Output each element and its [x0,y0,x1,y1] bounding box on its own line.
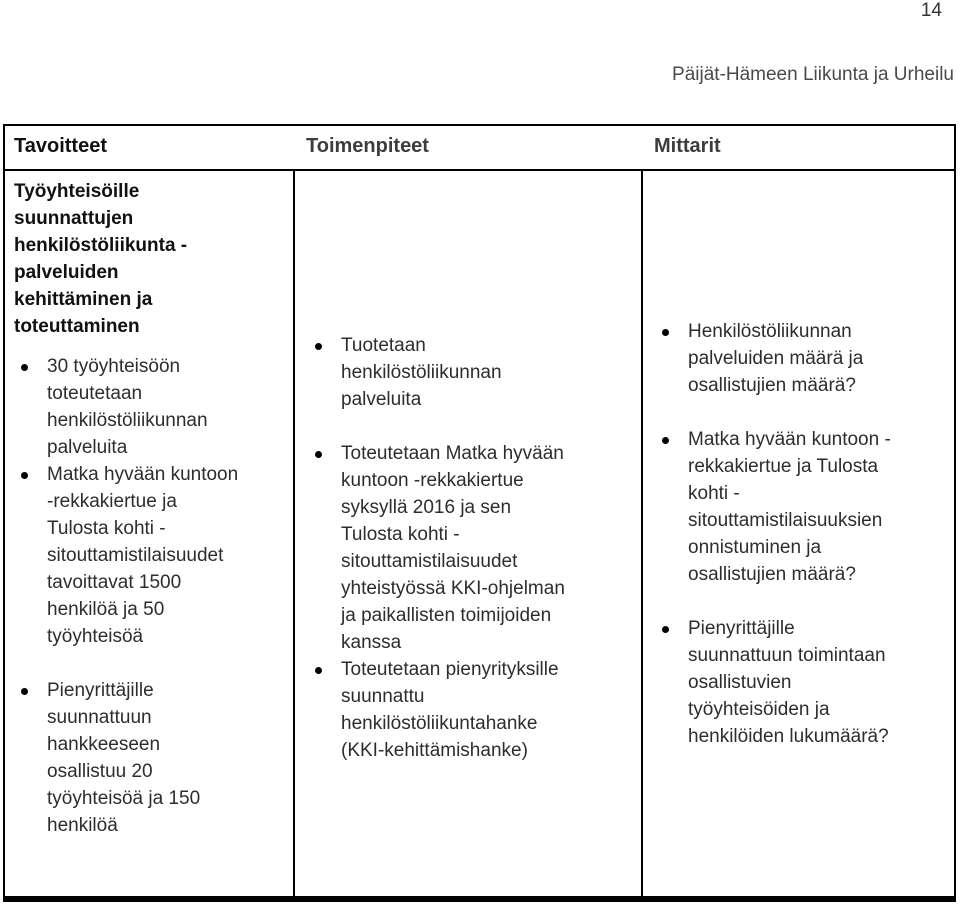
goal-line: Tulosta kohti - [47,518,166,539]
action-line: syksyllä 2016 ja sen [341,497,512,518]
metric-item [655,426,955,588]
goal-line: henkilöä ja 50 [47,599,165,620]
table-header-row [5,126,954,171]
goal-line: Pienyrittäjille [47,680,154,701]
goal-line: henkilöstöliikunnan [47,410,208,431]
metric-line: Matka hyvään kuntoon - [688,429,891,450]
objective-title-line: henkilöstöliikunta - [14,235,188,256]
goals-list [14,353,284,839]
goal-line: henkilöä [47,815,118,836]
action-line: kuntoon -rekkakiertue [341,470,524,491]
metric-line: osallistujien määrä? [688,564,856,585]
metric-line: sitouttamistilaisuuksien [688,510,883,531]
metric-item [655,615,955,750]
goal-line: työyhteisöä [47,626,144,647]
goal-item [14,461,284,650]
objective-title-line: suunnattujen [14,208,134,229]
column-heading-actions: Toimenpiteet [306,135,429,157]
action-line: ja paikallisten toimijoiden [341,605,552,626]
action-line: sitouttamistilaisuudet [341,551,518,572]
metric-line: osallistujien määrä? [688,375,856,396]
goal-line: työyhteisöä ja 150 [47,788,201,809]
goal-line: hankkeeseen [47,734,161,755]
action-line: kanssa [341,632,402,653]
action-line: Toteutetaan Matka hyvään [341,443,564,464]
organization-header: Päijät-Hämeen Liikunta ja Urheilu [672,64,954,85]
objective-title-line: toteuttaminen [14,316,140,337]
goal-item [14,353,284,461]
metric-line: kohti - [688,483,740,504]
action-line: yhteistyössä KKI-ohjelman [341,578,565,599]
action-item [308,440,633,656]
metric-line: onnistuminen ja [688,537,822,558]
goal-line: 30 työyhteisöön [47,356,181,377]
objective-title-line: kehittäminen ja [14,289,153,310]
column-heading-metrics: Mittarit [654,135,721,157]
goal-line: Matka hyvään kuntoon [47,464,239,485]
metrics-list [655,318,955,750]
action-item [308,656,633,764]
metric-line: palveluiden määrä ja [688,348,864,369]
goal-line: palveluita [47,437,128,458]
objective-title-line: palveluiden [14,262,119,283]
metric-line: suunnattuun toimintaan [688,645,886,666]
metric-line: osallistuvien [688,672,792,693]
action-line: suunnattu [341,686,425,707]
action-line: palveluita [341,389,422,410]
goal-line: osallistuu 20 [47,761,153,782]
goal-line: sitouttamistilaisuudet [47,545,224,566]
actions-list [308,332,633,764]
metric-line: henkilöiden lukumäärä? [688,726,889,747]
action-line: Tulosta kohti - [341,524,460,545]
action-line: (KKI-kehittämishanke) [341,740,528,761]
objective-title-line: Työyhteisöille [14,181,140,202]
page-number: 14 [920,0,942,21]
action-line: henkilöstöliikuntahanke [341,713,538,734]
goal-item [14,677,284,839]
metric-line: työyhteisöiden ja [688,699,830,720]
goal-line: toteutetaan [47,383,143,404]
action-line: Toteutetaan pienyrityksille [341,659,559,680]
column-heading-goals: Tavoitteet [14,135,107,157]
column-divider [293,171,295,896]
plan-table [3,124,956,902]
goal-line: -rekkakiertue ja [47,491,177,512]
metric-line: Pienyrittäjille [688,618,795,639]
metric-line: Henkilöstöliikunnan [688,321,852,342]
objective-title [14,178,274,340]
column-divider [641,171,643,896]
action-line: henkilöstöliikunnan [341,362,502,383]
goal-line: tavoittavat 1500 [47,572,182,593]
action-item [308,332,633,413]
action-line: Tuotetaan [341,335,426,356]
metric-item [655,318,955,399]
goal-line: suunnattuun [47,707,152,728]
metric-line: rekkakiertue ja Tulosta [688,456,879,477]
